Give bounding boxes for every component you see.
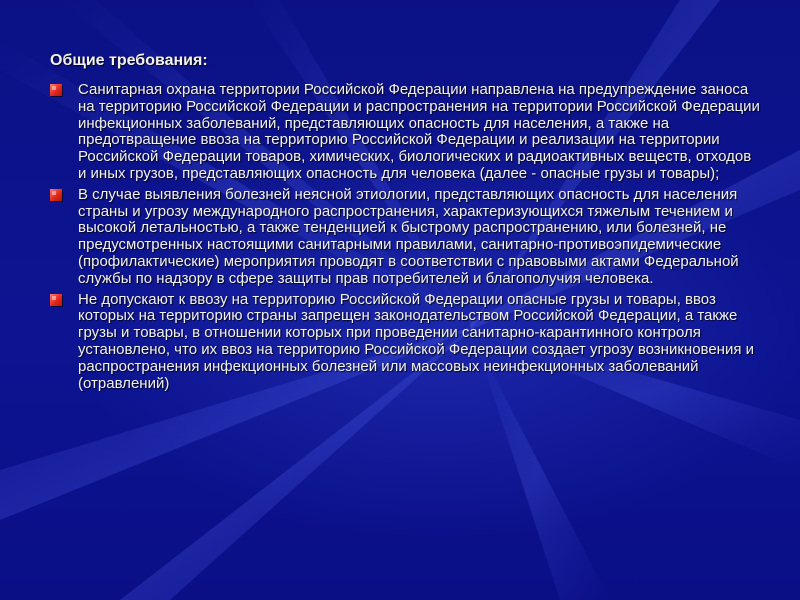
slide-content xyxy=(48,52,760,396)
slide-heading: Общие требования: xyxy=(50,52,208,69)
list-item xyxy=(48,82,760,183)
red-square-bullet-icon xyxy=(50,84,62,96)
red-square-bullet-icon xyxy=(50,189,62,201)
list-item-text: В случае выявления болезней неясной этиологии, представляющих опасность для населения страны и угрозу международного распространения, характеризующихся тяжелым течением и высокой летальностью, а также тенденцией к быстрому распространению, или болезней, не предусмотренных настоящими санитарными правилами, санитарно-противоэпидемические (профилактические) мероприятия проводят в соответствии с правовыми актами Федеральной службы по надзору в сфере защиты прав потребителей и благополучия человека. xyxy=(78,185,739,287)
list-item xyxy=(48,187,760,288)
red-square-bullet-icon xyxy=(50,294,62,306)
list-item-text: Санитарная охрана территории Российской Федерации направлена на предупреждение заноса на территорию Российской Федерации и распространения на территории Российской Федерации инфекционных заболеваний, представляющих опасность для населения, а также на предотвращение ввоза на территорию Российской Федерации и реализации на территории Российской Федерации товаров, химических, биологических и радиоактивных веществ, отходов и иных грузов, представляющих опасность для человека (далее - опасные грузы и товары); xyxy=(78,81,760,182)
list-item-text: Не допускают к ввозу на территорию Российской Федерации опасные грузы и товары, ввоз которых на территорию страны запрещен законодательством Российской Федерации, а также грузы и товары, в отношении которых при проведении санитарно-карантинного контроля установлено, что их ввоз на территорию Российской Федерации создает угрозу возникновения и распространения инфекционных болезней или массовых неинфекционных заболеваний (отравлений) xyxy=(78,290,755,392)
list-item xyxy=(48,292,760,393)
